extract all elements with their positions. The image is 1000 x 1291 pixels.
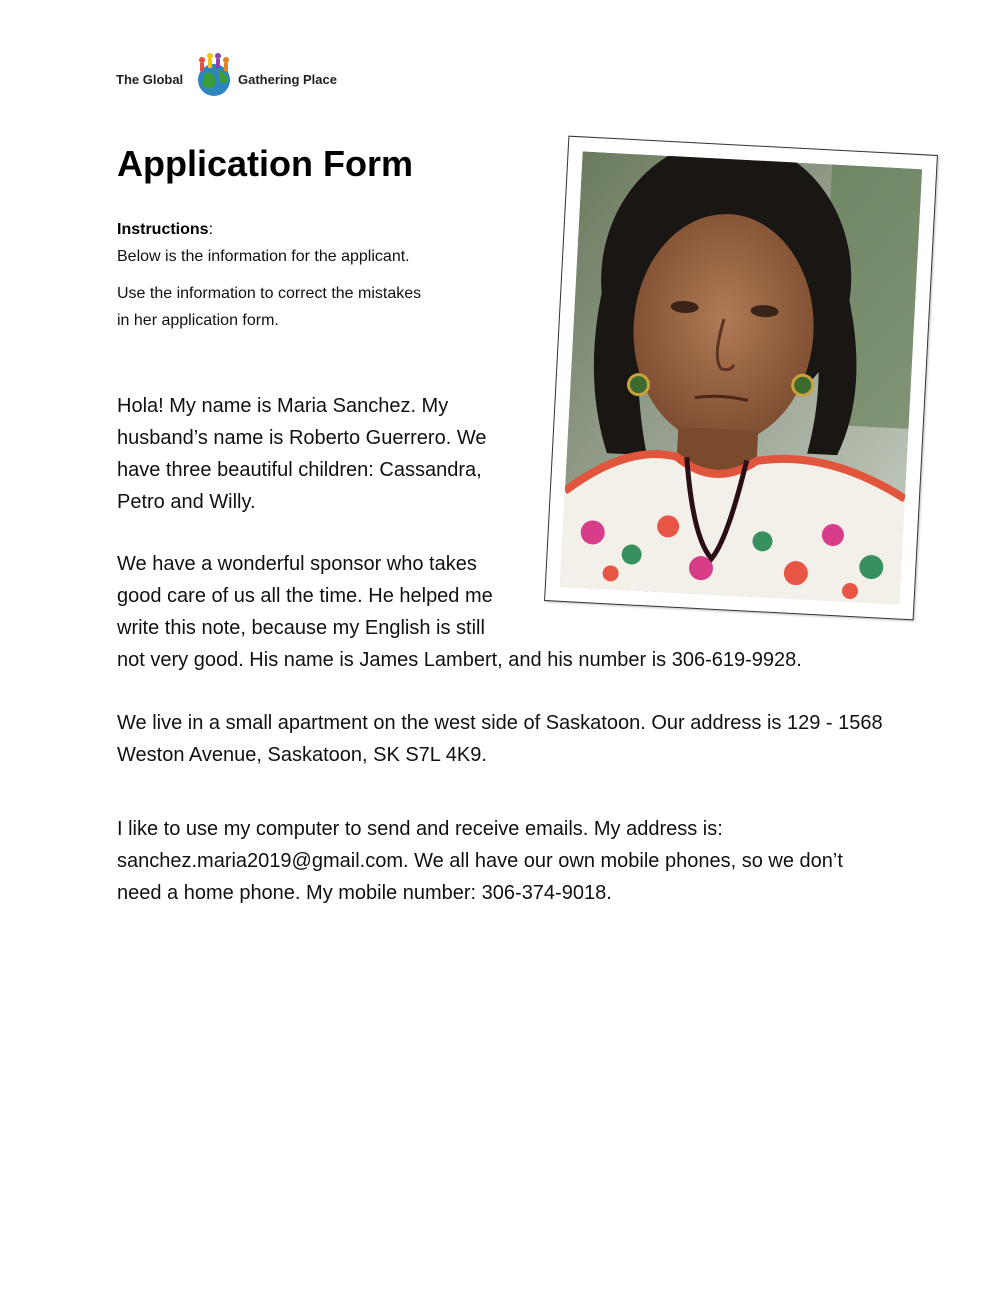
applicant-photo-frame: [544, 136, 938, 621]
paragraph-line: Hola! My name is Maria Sanchez. My: [117, 395, 449, 417]
logo-text-right: Gathering Place: [238, 72, 337, 87]
instructions-line-1: Below is the information for the applicant.: [117, 248, 410, 265]
logo-text-left: The Global: [116, 72, 184, 87]
paragraph-line: Weston Avenue, Saskatoon, SK S7L 4K9.: [117, 744, 487, 766]
paragraph-line: Petro and Willy.: [117, 491, 256, 513]
instructions-line-3: in her application form.: [117, 312, 279, 329]
paragraph-line: write this note, because my English is still: [117, 617, 485, 639]
organization-logo: [116, 44, 346, 100]
paragraph-sponsor: [117, 548, 537, 644]
paragraph-line: We live in a small apartment on the west side of Saskatoon. Our address is 129 - 1568: [117, 712, 883, 734]
paragraph-line: have three beautiful children: Cassandra,: [117, 459, 482, 481]
paragraph-line: good care of us all the time. He helped me: [117, 585, 493, 607]
paragraph-line: I like to use my computer to send and receive emails. My address is:: [117, 818, 723, 840]
paragraph-line: need a home phone. My mobile number: 306-374-9018.: [117, 882, 612, 904]
instructions-label: Instructions: [117, 221, 209, 238]
instructions-line-2: Use the information to correct the mistakes: [117, 285, 422, 302]
instructions-colon: :: [208, 221, 214, 238]
page-title: Application Form: [117, 143, 413, 184]
globe-people-icon: [194, 50, 234, 98]
instructions-heading: [117, 221, 213, 239]
applicant-photo: [560, 151, 922, 604]
paragraph-line: sanchez.maria2019@gmail.com. We all have our own mobile phones, so we don’t: [117, 850, 843, 872]
paragraph-contact: [117, 813, 937, 909]
paragraph-line: husband’s name is Roberto Guerrero. We: [117, 427, 487, 449]
paragraph-line: We have a wonderful sponsor who takes: [117, 553, 477, 575]
paragraph-introduction: [117, 390, 537, 518]
paragraph-sponsor-continued: not very good. His name is James Lambert, and his number is 306-619-9928.: [117, 649, 802, 671]
paragraph-address: [117, 707, 937, 771]
